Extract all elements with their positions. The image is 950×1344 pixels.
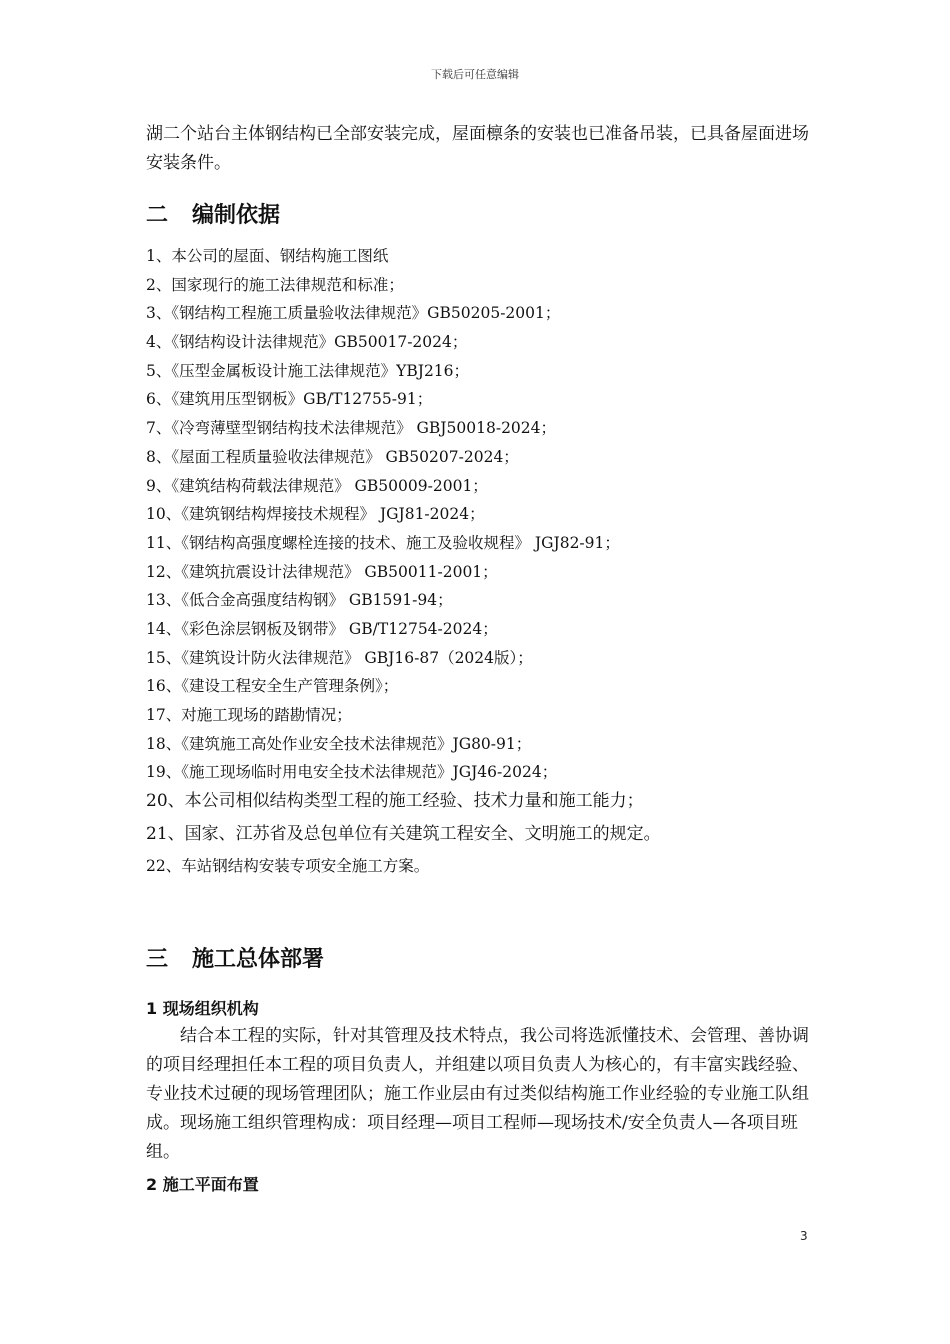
section-title: 编制依据 bbox=[192, 203, 281, 228]
list-item: 14、《彩色涂层钢板及钢带》 GB/T12754-2024； bbox=[146, 619, 498, 638]
list-item: 2、国家现行的施工法律规范和标准； bbox=[146, 275, 404, 294]
list-item: 17、对施工现场的踏勘情况； bbox=[146, 706, 352, 724]
subsection-heading-organization: 1 现场组织机构 bbox=[146, 999, 259, 1018]
section-number: 三 bbox=[146, 947, 169, 972]
page-header: 下载后可任意编辑 bbox=[431, 68, 519, 81]
page-number: 3 bbox=[800, 1229, 808, 1243]
subsection-heading-layout: 2 施工平面布置 bbox=[146, 1175, 259, 1194]
list-item: 19、《施工现场临时用电安全技术法律规范》JGJ46-2024； bbox=[146, 763, 558, 782]
section-number: 二 bbox=[146, 203, 169, 228]
section-heading-basis bbox=[146, 198, 280, 229]
list-item: 4、《钢结构设计法律规范》GB50017-2024； bbox=[146, 333, 468, 352]
list-item: 13、《低合金高强度结构钢》 GB1591-94； bbox=[146, 591, 453, 610]
list-item: 5、《压型金属板设计施工法律规范》YBJ216； bbox=[146, 361, 470, 380]
section-heading-deployment bbox=[146, 942, 324, 973]
section-title: 施工总体部署 bbox=[192, 947, 325, 972]
list-item: 1、本公司的屋面、钢结构施工图纸 bbox=[146, 247, 389, 265]
list-item: 12、《建筑抗震设计法律规范》 GB50011-2001； bbox=[146, 562, 498, 581]
list-item: 8、《屋面工程质量验收法律规范》 GB50207-2024； bbox=[146, 447, 519, 466]
list-item: 22、车站钢结构安装专项安全施工方案。 bbox=[146, 856, 430, 875]
list-item: 18、《建筑施工高处作业安全技术法律规范》JG80-91； bbox=[146, 734, 532, 753]
list-item: 15、《建筑设计防火法律规范》 GBJ16-87（2024版）； bbox=[146, 648, 533, 667]
list-item: 16、《建设工程安全生产管理条例》； bbox=[146, 677, 399, 696]
list-item: 10、《建筑钢结构焊接技术规程》 JGJ81-2024； bbox=[146, 505, 485, 524]
reference-list bbox=[146, 242, 810, 880]
list-item: 9、《建筑结构荷载法律规范》 GB50009-2001； bbox=[146, 476, 488, 495]
list-item: 7、《冷弯薄壁型钢结构技术法律规范》 GBJ50018-2024； bbox=[146, 419, 557, 438]
list-item: 11、《钢结构高强度螺栓连接的技术、施工及验收规程》 JGJ82-91； bbox=[146, 533, 620, 552]
list-item: 21、国家、江苏省及总包单位有关建筑工程安全、文明施工的规定。 bbox=[146, 823, 661, 844]
list-item: 20、本公司相似结构类型工程的施工经验、技术力量和施工能力； bbox=[146, 791, 644, 812]
intro-paragraph: 湖二个站台主体钢结构已全部安装完成，屋面檩条的安装也已准备吊装，已具备屋面进场安装条件。 bbox=[146, 124, 809, 173]
list-item: 3、《钢结构工程施工质量验收法律规范》GB50205-2001； bbox=[146, 304, 561, 323]
organization-paragraph: 结合本工程的实际，针对其管理及技术特点，我公司将选派懂技术、会管理、善协调的项目经理担任本工程的项目负责人，并组建以项目负责人为核心的，有丰富实践经验、专业技术过硬的现场管理团队；施工作业层由有过类似结构施工作业经验的专业施工队组成。现场施工组织管理构成：项目经理—项目工程师—现场技术/安全负责人—各项目班组。 bbox=[146, 1026, 809, 1162]
list-item: 6、《建筑用压型钢板》GB/T12755-91； bbox=[146, 390, 433, 409]
